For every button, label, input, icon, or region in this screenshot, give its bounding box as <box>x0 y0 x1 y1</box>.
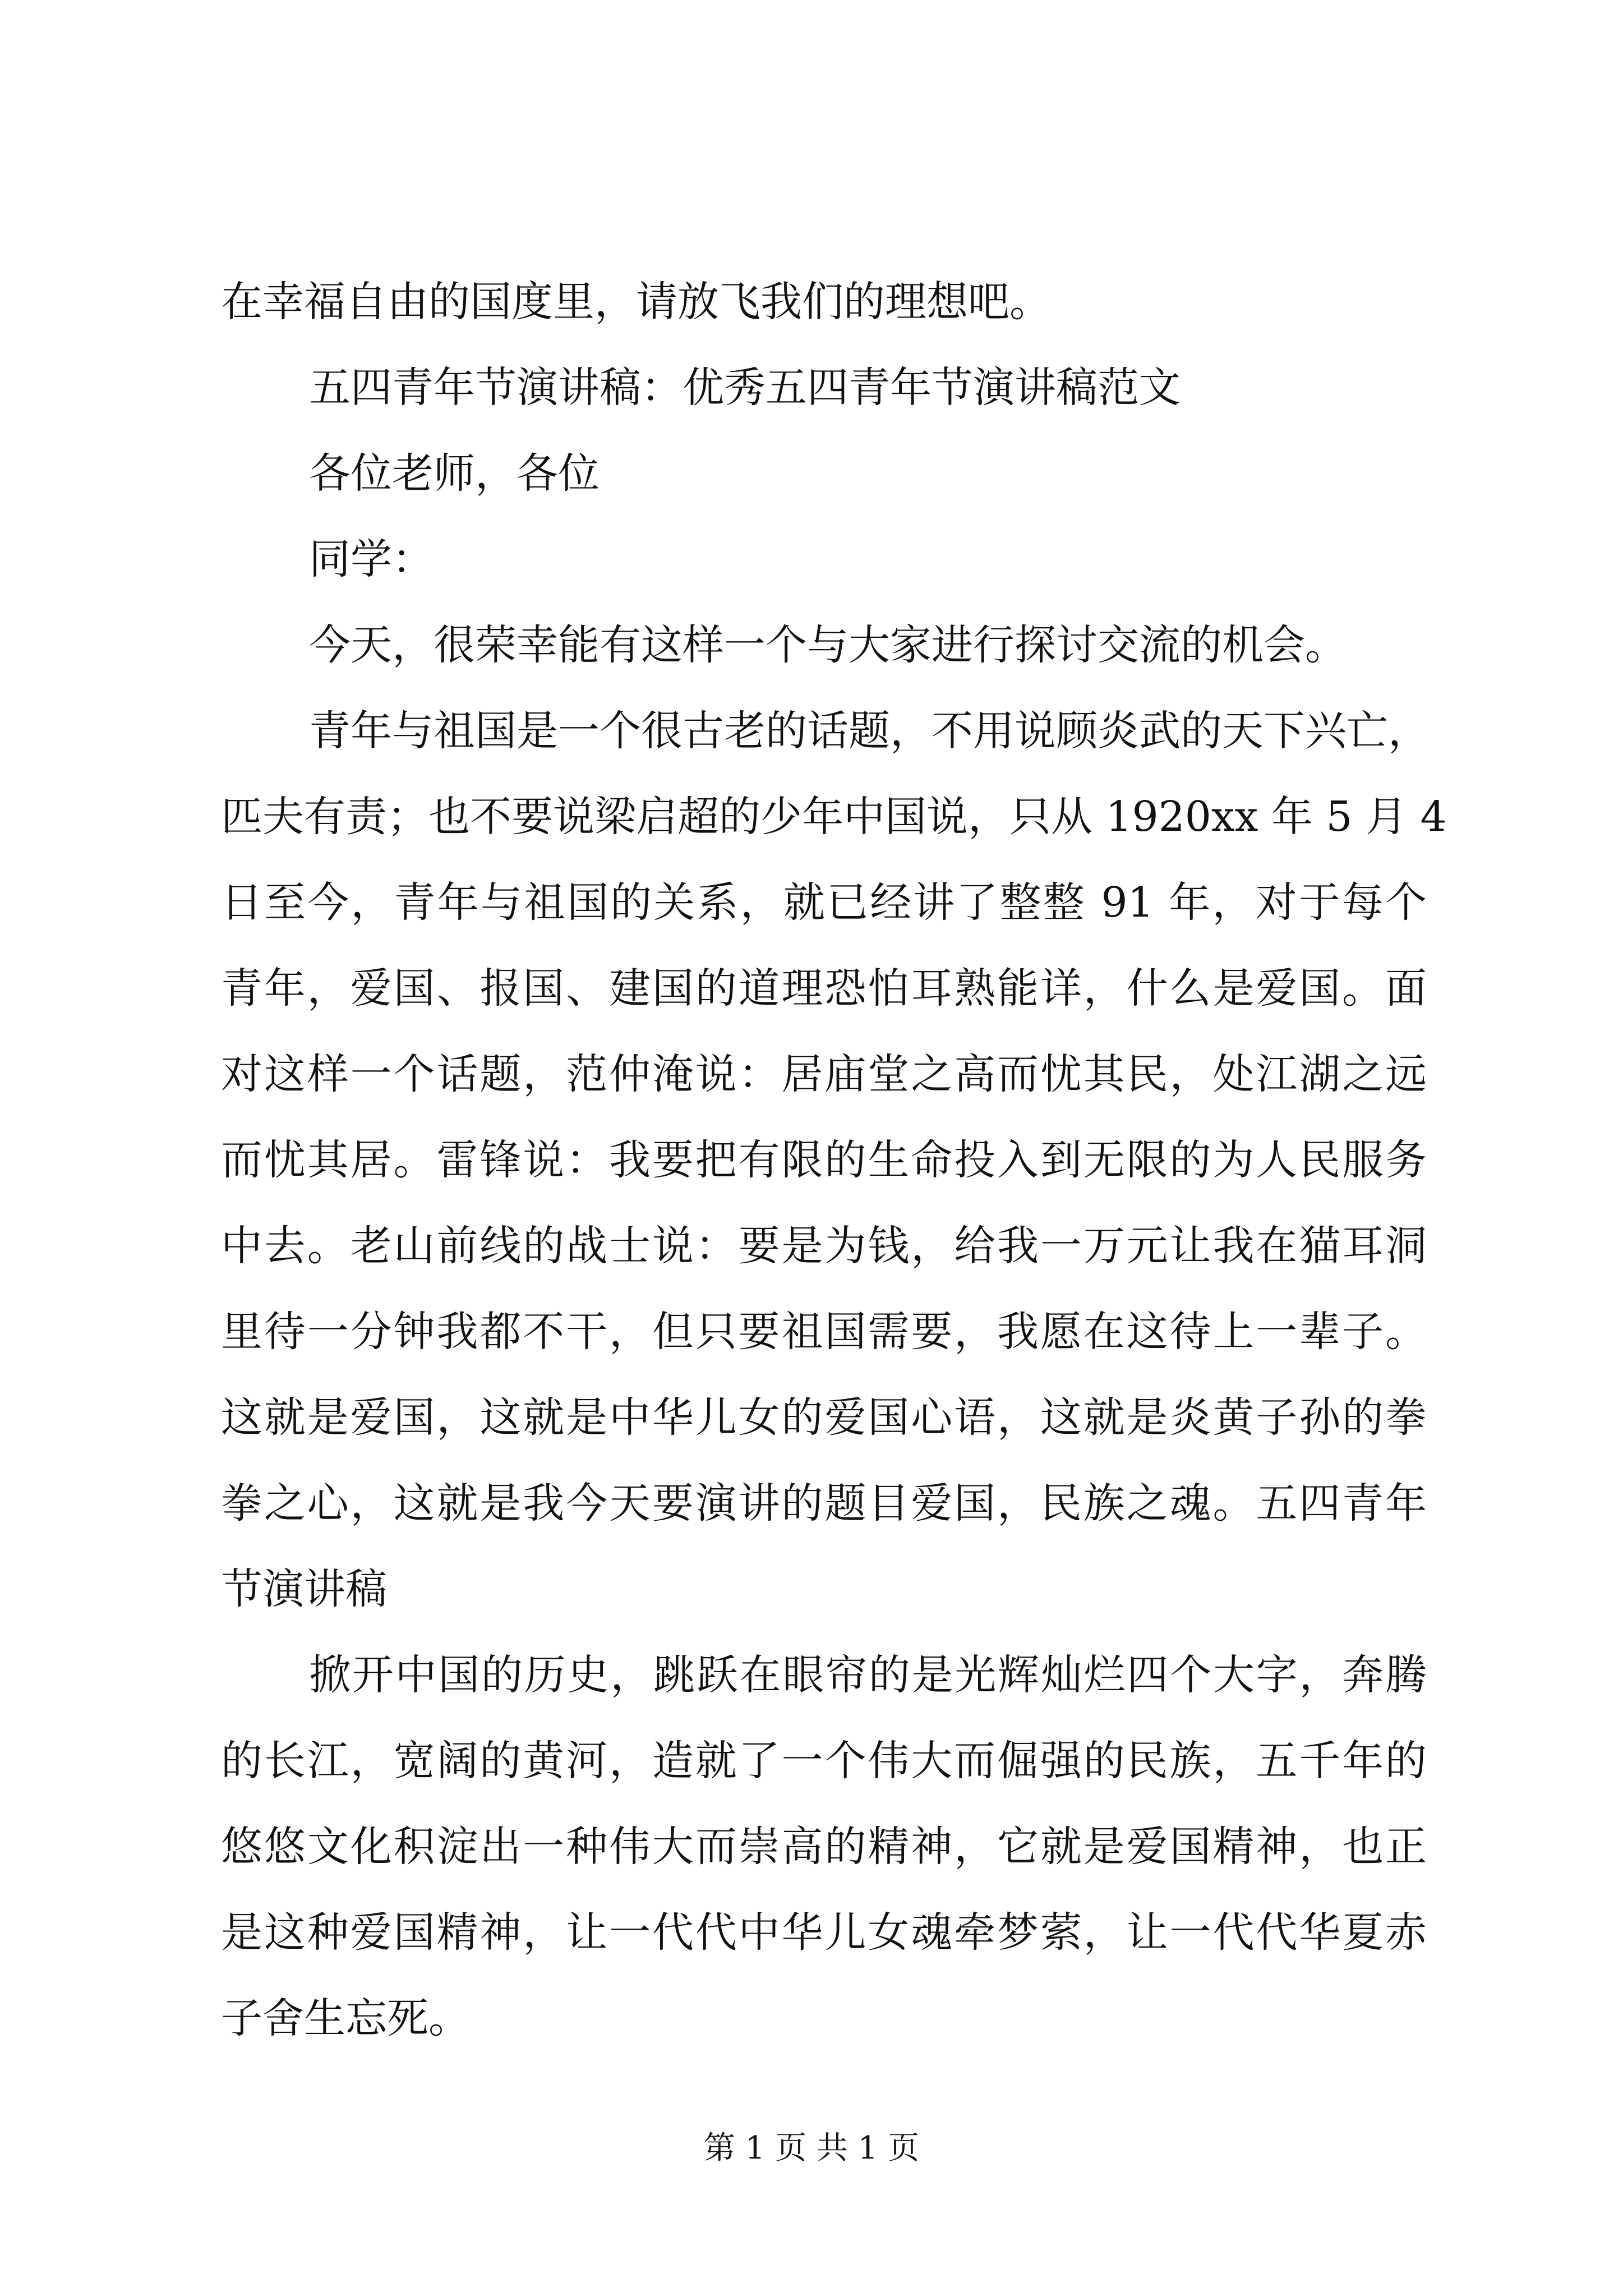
paragraph-line: 掀开中国的历史，跳跃在眼帘的是光辉灿烂四个大字，奔腾 <box>309 1651 1427 1699</box>
paragraph-line: 青年，爱国、报国、建国的道理恐怕耳熟能详，什么是爱国。面 <box>221 964 1427 1013</box>
section-heading: 五四青年节演讲稿：优秀五四青年节演讲稿范文 <box>309 364 1181 412</box>
paragraph-line: 拳之心，这就是我今天要演讲的题目爱国，民族之魂。五四青年 <box>221 1479 1427 1527</box>
paragraph-line: 是这种爱国精神，让一代代中华儿女魂牵梦萦，让一代代华夏赤 <box>221 1908 1427 1957</box>
salutation-line: 同学： <box>309 535 434 583</box>
paragraph-line: 节演讲稿 <box>221 1565 387 1613</box>
paragraph-line: 中去。老山前线的战士说：要是为钱，给我一万元让我在猫耳洞 <box>221 1222 1427 1270</box>
paragraph-line: 在幸福自由的国度里，请放飞我们的理想吧。 <box>221 278 1051 326</box>
paragraph-line: 而忧其居。雷锋说：我要把有限的生命投入到无限的为人民服务 <box>221 1136 1427 1184</box>
paragraph-line: 对这样一个话题，范仲淹说：居庙堂之高而忧其民，处江湖之远 <box>221 1050 1427 1098</box>
document-body <box>221 259 1447 2062</box>
paragraph-line: 里待一分钟我都不干，但只要祖国需要，我愿在这待上一辈子。 <box>221 1308 1427 1356</box>
salutation-line: 各位老师，各位 <box>309 449 600 498</box>
paragraph-line: 日至今，青年与祖国的关系，就已经讲了整整 91 年，对于每个 <box>221 878 1427 927</box>
paragraph-line: 悠悠文化积淀出一种伟大而崇高的精神，它就是爱国精神，也正 <box>221 1823 1427 1871</box>
paragraph-line: 匹夫有责；也不要说梁启超的少年中国说，只从 1920xx 年 5 月 4 <box>221 793 1447 841</box>
paragraph-line: 青年与祖国是一个很古老的话题，不用说顾炎武的天下兴亡， <box>309 707 1430 755</box>
paragraph-line: 今天，很荣幸能有这样一个与大家进行探讨交流的机会。 <box>309 621 1347 669</box>
page-number-footer: 第 1 页 共 1 页 <box>703 2130 920 2166</box>
paragraph-line: 这就是爱国，这就是中华儿女的爱国心语，这就是炎黄子孙的拳 <box>221 1393 1427 1442</box>
paragraph-line: 的长江，宽阔的黄河，造就了一个伟大而倔强的民族，五千年的 <box>221 1737 1427 1785</box>
paragraph-line: 子舍生忘死。 <box>221 1994 470 2042</box>
